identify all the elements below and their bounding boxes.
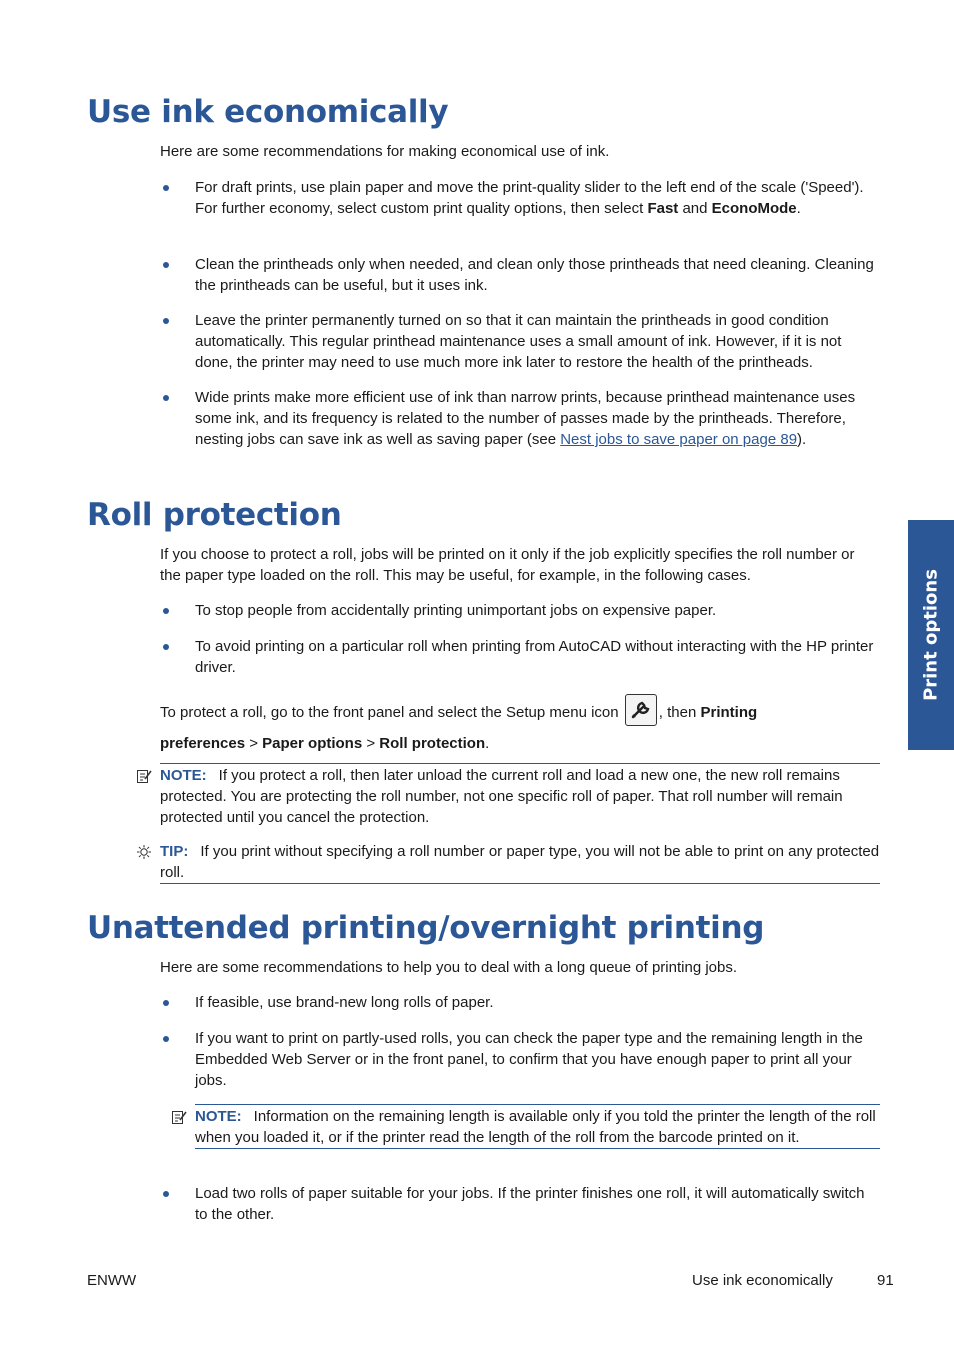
footer-section: Use ink economically — [692, 1272, 833, 1289]
tip-roll: TIP: If you print without specifying a roll number or paper type, you will not be able to print on any protected roll. — [160, 840, 880, 884]
side-tab: Print options — [908, 520, 954, 750]
list-item: Leave the printer permanently turned on so that it can maintain the printheads in good condition automatically. This regular printhead maintenance uses a small amount of ink. However, if it is not done, the printer may need to use much more ink later to restore the health of the printheads. — [160, 310, 876, 373]
list-item: If you want to print on partly-used rolls, you can check the paper type and the remaining length in the Embedded Web Server or in the front panel, to confirm that you have enough paper to print all your jobs. — [160, 1028, 876, 1091]
list-item: Load two rolls of paper suitable for your jobs. If the printer finishes one roll, it will automatically switch to the other. — [160, 1183, 876, 1225]
list-item: To avoid printing on a particular roll when printing from AutoCAD without interacting with the HP printer driver. — [160, 636, 876, 678]
lightbulb-icon — [136, 844, 152, 860]
list-item: Wide prints make more efficient use of ink than narrow prints, because printhead maintenance uses some ink, and its frequency is related to the number of passes made by the printheads. Therefore, nesting jobs can save ink as well as saving paper (see Nest jobs to save paper on page 89). — [160, 387, 876, 450]
bullet-dot — [163, 644, 169, 650]
bullet-dot — [163, 318, 169, 324]
unattended-intro: Here are some recommendations to help you to deal with a long queue of printing jobs. — [160, 959, 738, 976]
list-item: To stop people from accidentally printing unimportant jobs on expensive paper. — [160, 600, 876, 621]
note-pencil-icon — [171, 1109, 187, 1125]
page-number: 91 — [877, 1272, 894, 1289]
note-pencil-icon — [136, 768, 152, 784]
bullet-dot — [163, 1000, 169, 1006]
section-title-ink: Use ink economically — [87, 94, 449, 130]
ink-intro: Here are some recommendations for making economical use of ink. — [160, 143, 610, 160]
bullet-dot — [163, 185, 169, 191]
roll-intro: If you choose to protect a roll, jobs will be printed on it only if the job explicitly specifies the roll number or the paper type loaded on the roll. This may be useful, for example, in the following cases. — [160, 546, 855, 584]
bullet-dot — [163, 608, 169, 614]
section-title-roll: Roll protection — [87, 497, 342, 533]
note-roll: NOTE: If you protect a roll, then later unload the current roll and load a new one, the new roll remains protected. You are protecting the roll number, not one specific roll of paper. That roll number will remain protected until you cancel the protection. — [160, 763, 880, 828]
bullet-dot — [163, 1191, 169, 1197]
section-title-unattended: Unattended printing/overnight printing — [87, 910, 765, 946]
nest-jobs-link[interactable]: Nest jobs to save paper on page 89 — [560, 431, 798, 448]
note-unattended: NOTE: Information on the remaining length is available only if you told the printer the length of the roll when you loaded it, or if the printer read the length of the roll from the barcode printed on it. — [195, 1104, 880, 1149]
list-item: For draft prints, use plain paper and move the print-quality slider to the left end of the scale ('Speed'). For further economy, select custom print quality options, then select Fast and EconoMode. — [160, 177, 876, 219]
bullet-dot — [163, 262, 169, 268]
list-item: If feasible, use brand-new long rolls of paper. — [160, 992, 876, 1013]
wrench-icon — [625, 694, 657, 726]
bullet-dot — [163, 1036, 169, 1042]
list-item: Clean the printheads only when needed, and clean only those printheads that need cleaning. Cleaning the printheads can be useful, but it uses ink. — [160, 254, 876, 296]
protect-instructions: To protect a roll, go to the front panel and select the Setup menu icon , then Printing preferences > Paper options > Roll protection. — [160, 697, 800, 759]
footer-left: ENWW — [87, 1272, 137, 1289]
bullet-dot — [163, 395, 169, 401]
